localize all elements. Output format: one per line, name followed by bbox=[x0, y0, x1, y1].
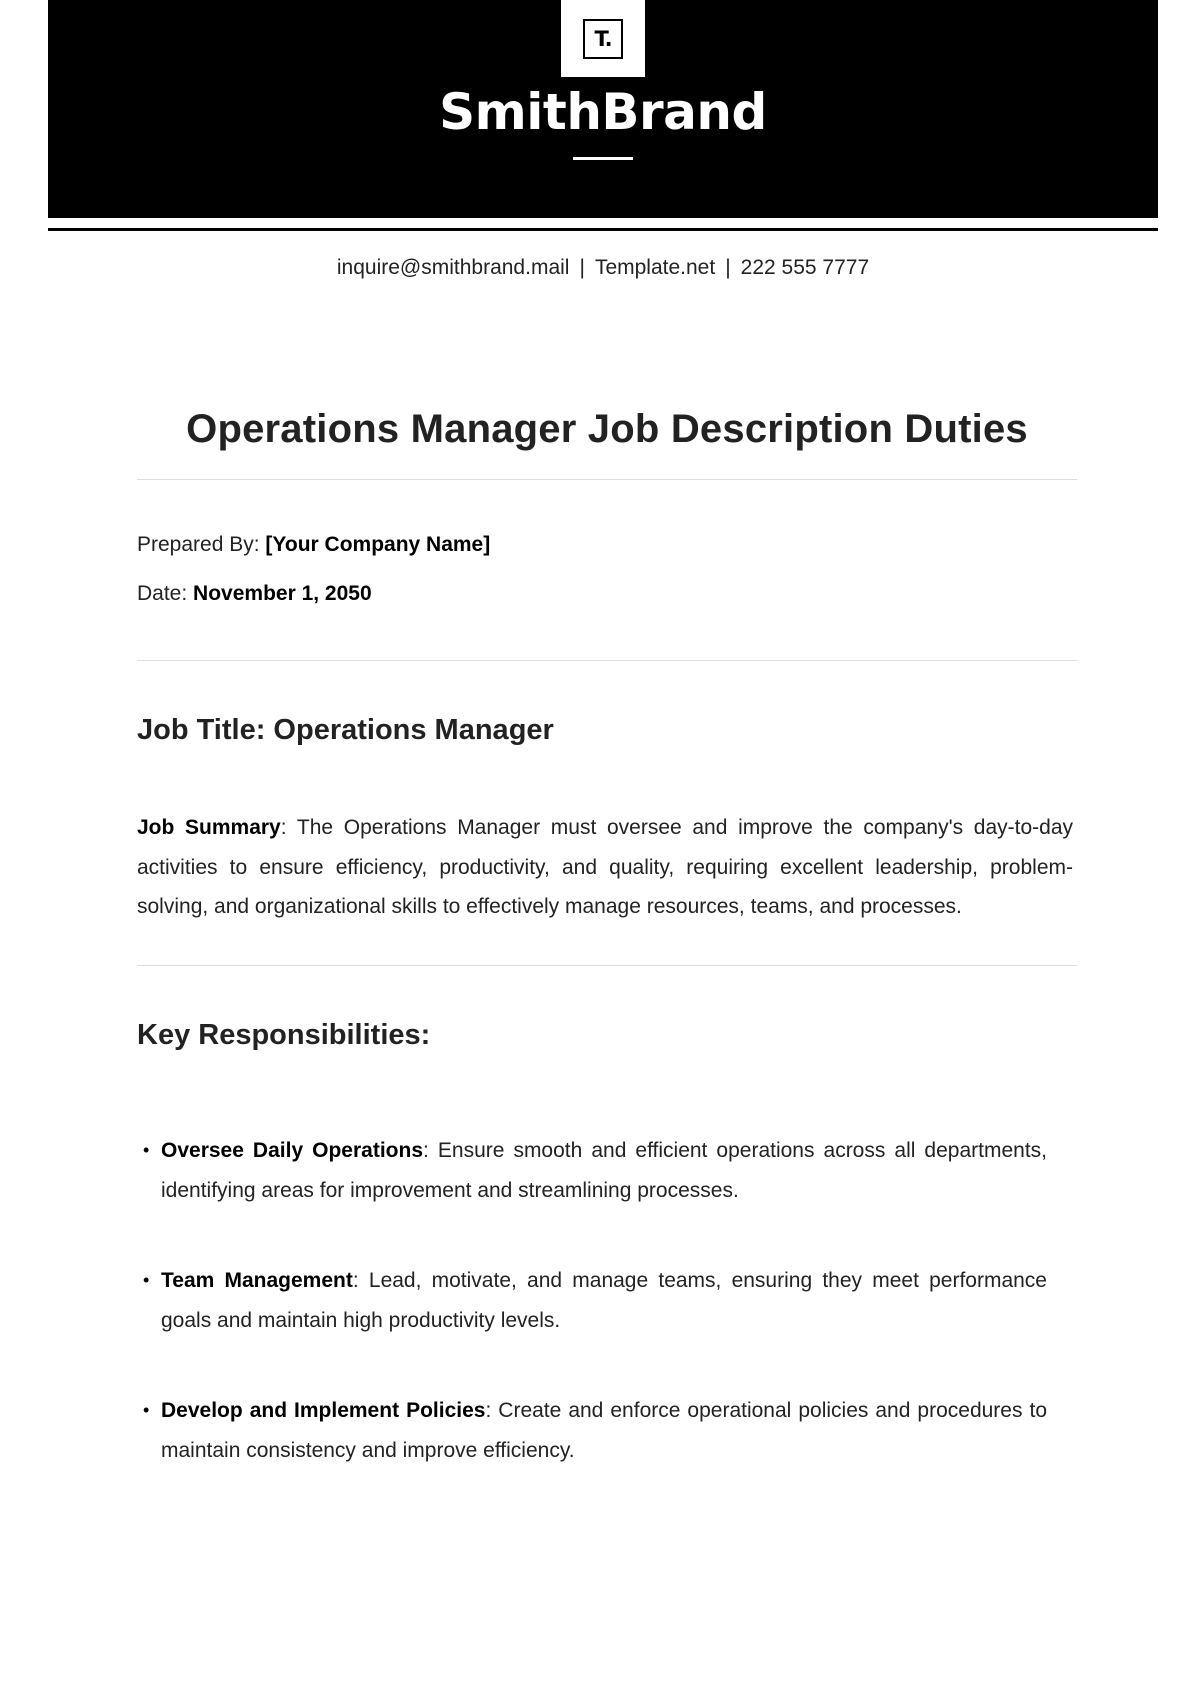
responsibility-text: : Create and enforce operational policies and procedures to maintain consistency and improve efficiency. bbox=[161, 1399, 1047, 1462]
list-item bbox=[137, 1131, 1047, 1210]
contact-info bbox=[48, 254, 1158, 282]
contact-separator: | bbox=[579, 256, 585, 279]
contact-separator: | bbox=[725, 256, 731, 279]
header-rule bbox=[48, 228, 1158, 231]
prepared-by-label: Prepared By: bbox=[137, 533, 260, 556]
list-item bbox=[137, 1391, 1047, 1470]
responsibility-title: Develop and Implement Policies bbox=[161, 1399, 486, 1422]
contact-phone: 222 555 7777 bbox=[740, 256, 870, 279]
responsibility-text: : Ensure smooth and efficient operations across all departments, identifying areas for improvement and streamlining processes. bbox=[161, 1139, 1047, 1202]
job-summary-text: : The Operations Manager must oversee and improve the company's day-to-day activities to ensure efficiency, productivity, and quality, requiring excellent leadership, problem-solving, and organizational skills to effectively manage resources, teams, and processes. bbox=[137, 816, 1073, 918]
job-summary-label: Job Summary bbox=[137, 816, 281, 839]
section-divider bbox=[137, 479, 1077, 480]
date-label: Date: bbox=[137, 582, 188, 605]
key-responsibilities-heading: Key Responsibilities: bbox=[137, 1019, 431, 1051]
document-date bbox=[137, 579, 372, 609]
brand-underline-divider bbox=[573, 157, 633, 160]
prepared-by bbox=[137, 530, 490, 560]
section-divider bbox=[137, 660, 1077, 661]
contact-website: Template.net bbox=[594, 256, 716, 279]
template-logo-icon: T. bbox=[583, 19, 623, 59]
list-item bbox=[137, 1261, 1047, 1340]
contact-email: inquire@smithbrand.mail bbox=[336, 256, 570, 279]
job-title-heading: Job Title: Operations Manager bbox=[137, 714, 554, 746]
bullet-icon: • bbox=[143, 1270, 150, 1290]
bullet-icon: • bbox=[143, 1140, 150, 1160]
job-summary bbox=[137, 808, 1073, 927]
responsibility-text: : Lead, motivate, and manage teams, ensuring they meet performance goals and maintain high productivity levels. bbox=[161, 1269, 1047, 1332]
date-value: November 1, 2050 bbox=[193, 582, 372, 605]
responsibilities-list bbox=[137, 1131, 1047, 1521]
bullet-icon: • bbox=[143, 1400, 150, 1420]
brand-logo bbox=[561, 0, 645, 77]
document-title: Operations Manager Job Description Duties bbox=[186, 407, 1028, 451]
responsibility-title: Team Management bbox=[161, 1269, 353, 1292]
section-divider bbox=[137, 965, 1077, 966]
brand-name: SmithBrand bbox=[439, 83, 767, 141]
prepared-by-value: [Your Company Name] bbox=[265, 533, 491, 556]
responsibility-title: Oversee Daily Operations bbox=[161, 1139, 424, 1162]
